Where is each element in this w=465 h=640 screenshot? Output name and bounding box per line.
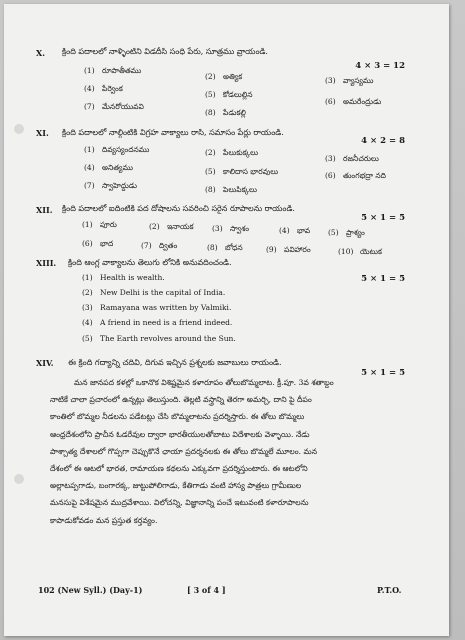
option-item: (8) పేడుకల్లి [205,108,246,117]
sentence-item: (1) Health is wealth. [82,273,165,282]
option-item: (1) దివ్యస్యందనము [84,145,150,154]
option-item: (4) అనిత్యము [84,163,134,172]
reading-passage [50,374,410,529]
option-item: (5) కోడలుల్లిన [205,90,253,99]
sentence-item: (2) New Delhi is the capital of India. [82,288,226,297]
question-text: క్రింది పదాలలో నాల్గింటికి విగ్రహ వాక్యాలు రాసి, సమాసం పేర్లు రాయండి. [62,128,284,137]
question-text: క్రింది పదాలలో ఐదింటికి పద దోషాలను సవరించి సరైన రూపాలను రాయండి. [62,204,295,213]
question-text: క్రింది ఆంగ్ల వాక్యాలను తెలుగు లోనికి అనువదించండి. [68,258,232,267]
passage-line: కాంతిలో బొమ్మల నీడలను పడేటట్లు చేసి బొమ్మలాటను ప్రదర్శిస్తారు. ఈ తోలు బొమ్మలు [50,412,305,422]
passage-line: మనసుపై విశేషమైన ముద్రవేశాయి. విలోచన్ని, విజ్ఞానాన్ని పంచే ఇటువంటి కళారూపాలను [50,498,309,508]
option-item: (10) యెటుక [338,247,382,256]
option-item: (7) మేనరోయువవి [84,102,144,111]
passage-line: కాపాడుకోవడం మన ప్రస్తుత కర్తవ్యం. [50,515,158,525]
option-item: (4) భావ [279,226,311,235]
sentence-item: (3) Ramayana was written by Valmiki. [82,303,232,312]
option-item: (9) పవిహారం [266,245,311,254]
question-number: XIII. [36,258,57,268]
question-number: XIV. [36,358,54,368]
question-marks: 5 × 1 = 5 [361,274,405,284]
question-number: X. [36,48,45,58]
passage-line: నాటికే చాలా ప్రచారంలో ఉన్నట్లు తెలుస్తుంది. తెల్లటి వస్త్రాన్ని తెరగా అమర్చి, దాని పై దీపం [50,395,312,405]
option-item: (6) తుంగభద్రా నది [325,171,386,180]
option-item: (7) స్వాహెద్దుడు [84,181,137,190]
option-item: (4) పేర్వెంక [84,84,123,93]
option-item: (3) వ్యాస్యము [325,76,374,85]
punch-hole [14,474,24,484]
option-item: (7) ద్వితం [141,241,178,250]
question-number: XII. [36,205,53,215]
pto-label: P.T.O. [377,585,402,595]
question-marks: 4 × 2 = 8 [361,136,405,146]
option-item: (8) పెలుపిక్కలు [205,185,257,194]
sentence-item: (5) The Earth revolves around the Sun. [82,334,236,343]
sentence-item: (4) A friend in need is a friend indeed. [82,318,233,327]
option-item: (3) స్వాశం [212,224,250,233]
option-item: (2) ఇనాయక [149,222,194,231]
option-item: (6) భాద [82,239,114,248]
punch-hole [14,124,24,134]
question-marks: 5 × 1 = 5 [361,368,405,378]
option-item: (6) అమరేంద్రుడు [325,97,382,106]
option-item: (1) రూపాతీతము [84,66,142,75]
passage-line: పాశ్చాత్య దేశాలలో గొప్పగా చెప్పుకొనే ఛాయా ప్రదర్శనలకు ఈ తోలు బొమ్మలే మూలం. మన [50,446,318,456]
question-number: XI. [36,128,49,138]
question-text: ఈ క్రింది గద్యాన్ని చదివి, దిగువ ఇచ్చిన ప్రశ్నలకు జవాబులు రాయండి. [68,358,282,367]
passage-line: అల్లాటప్పగాడు, బంగారక్క, జుట్టుపోలిగాడు, కేతిగాడు వంటి హాస్య పాత్రలు గ్రామీణుల [50,481,302,491]
option-item: (2) అత్యిక [205,72,243,81]
passage-line: ఆంధ్రదేశంలోని ప్రాచీన ఓడరేవుల ద్వారా భారతీయులతోబాటు విదేశాలకు వెళ్ళాయి. నేడు [50,429,310,439]
passage-line: దేశంలో ఈ ఆటలో భారత, రామాయణ కథలను ఎక్కువగా ప్రదర్శిస్తుంటారు. ఈ ఆటలోని [50,464,308,474]
option-item: (5) కాలిదాస భారవులు [205,167,279,176]
paper-code: 102 (New Syll.) (Day-1) [38,585,143,595]
option-item: (5) ప్రాశ్యం [328,228,365,237]
exam-page [4,4,449,636]
option-item: (3) రజనీచరులు [325,154,379,163]
page-number: [ 3 of 4 ] [187,585,226,595]
option-item: (1) పూరు [82,220,117,229]
option-item: (2) పేలుకుక్కలు [205,148,259,157]
passage-line: మన జానపద కళల్లో ఒకానొక విశిష్టమైన కళారూపం తోలుబొమ్మలాట. క్రీ.పూ. 3వ శతాబ్దం [74,378,334,387]
option-item: (8) బోధన [207,243,243,252]
question-marks: 5 × 1 = 5 [361,213,405,223]
question-text: క్రింది పదాలలో నాళ్ళింటిని విడదీసి సంధి పేరు, సూత్రము వ్రాయండి. [62,47,268,56]
question-marks: 4 × 3 = 12 [355,61,405,71]
